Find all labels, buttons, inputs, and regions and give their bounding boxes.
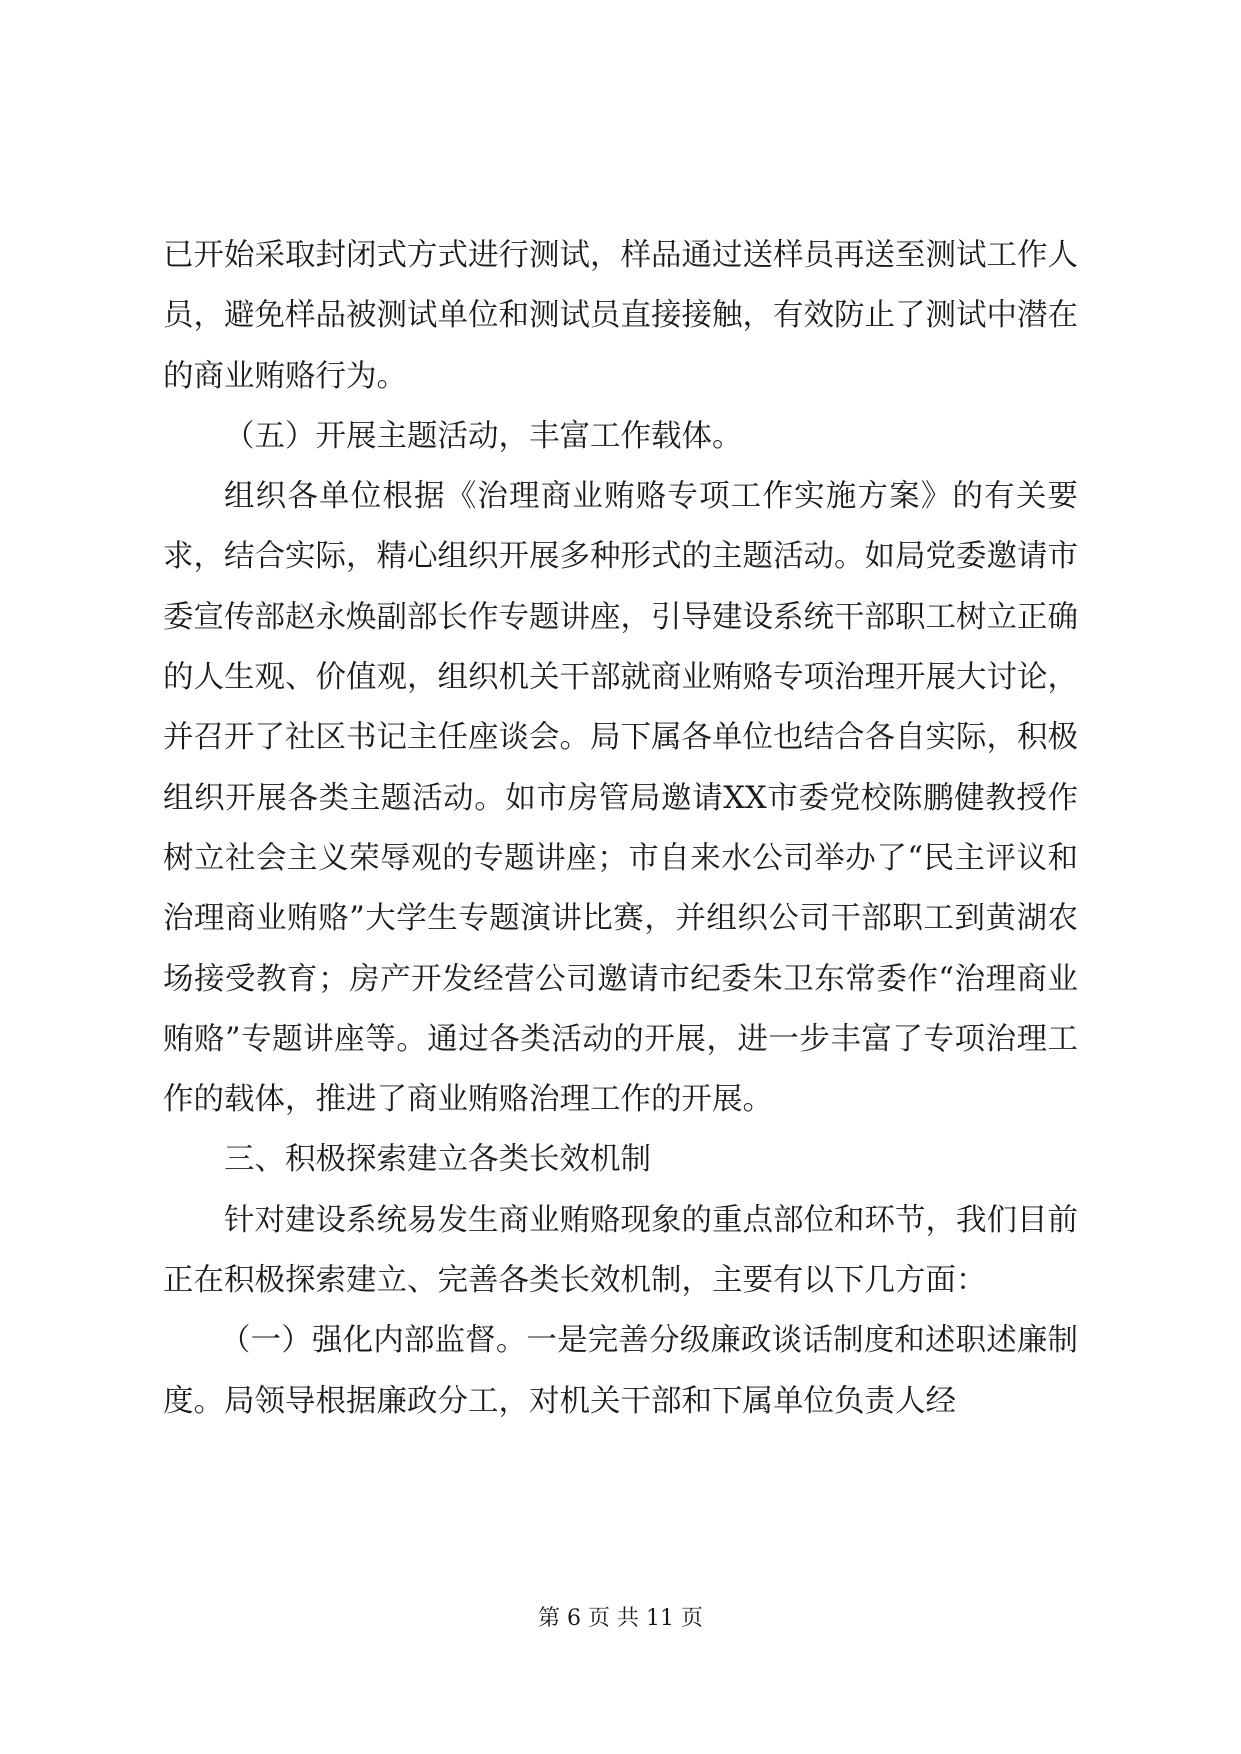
section-heading-five: （五）开展主题活动，丰富工作载体。 bbox=[224, 418, 743, 454]
section-heading-three: 三、积极探索建立各类长效机制 bbox=[224, 1142, 651, 1178]
paragraph-intro-continuation: 已开始采取封闭式方式进行测试，样品通过送样员再送至测试工作人员，避免样品被测试单位和测试员直接接触，有效防止了测试中潜在的商业贿赂行为。 bbox=[163, 238, 1078, 394]
paragraph-theme-activities: 组织各单位根据《治理商业贿赂专项工作实施方案》的有关要求，结合实际，精心组织开展多种形式的主题活动。如局党委邀请市委宣传部赵永焕副部长作专题讲座，引导建设系统干部职工树立正确的人生观、价值观，组织机关干部就商业贿赂专项治理开展大讨论，并召开了社区书记主任座谈会。局下属各单位也结合各自实际，积极组织开展各类主题活动。如市房管局邀请XX市委党校陈鹏健教授作树立社会主义荣辱观的专题讲座；市自来水公司举办了“民主评议和治理商业贿赂”大学生专题演讲比赛，并组织公司干部职工到黄湖农场接受教育；房产开发经营公司邀请市纪委朱卫东常委作“治理商业贿赂”专题讲座等。通过各类活动的开展，进一步丰富了专项治理工作的载体，推进了商业贿赂治理工作的开展。 bbox=[163, 479, 1078, 1118]
paragraph-long-term-mechanisms: 针对建设系统易发生商业贿赂现象的重点部位和环节，我们目前正在积极探索建立、完善各类长效机制，主要有以下几方面： bbox=[163, 1202, 1078, 1299]
paragraph-internal-supervision: （一）强化内部监督。一是完善分级廉政谈话制度和述职述廉制度。局领导根据廉政分工，对机关干部和下属单位负责人经 bbox=[163, 1323, 1078, 1419]
page-number-footer: 第 6 页 共 11 页 bbox=[538, 1606, 703, 1631]
document-body bbox=[163, 226, 1078, 1432]
